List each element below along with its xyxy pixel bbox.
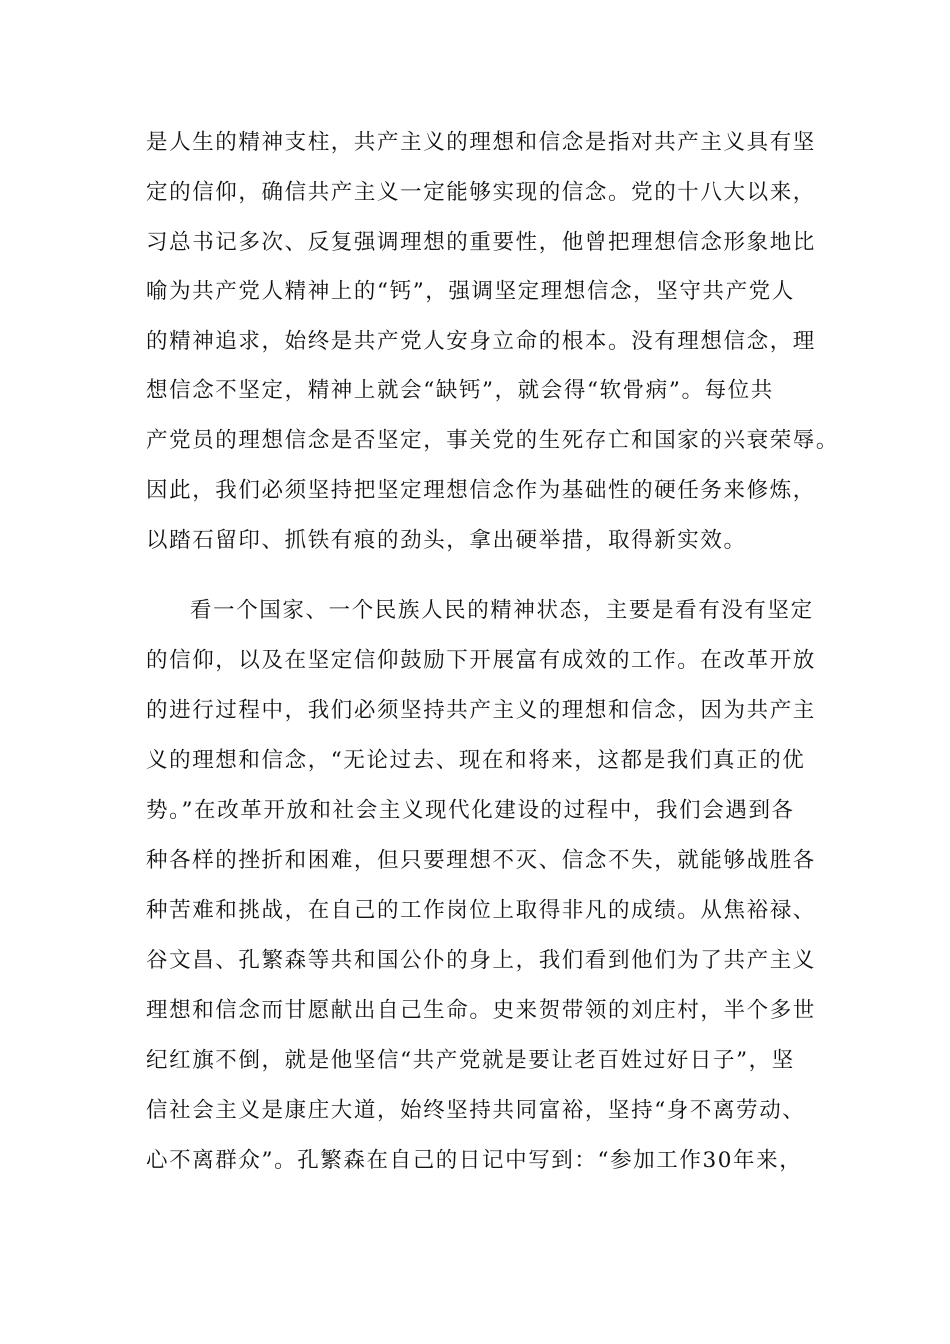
paragraph-line: 种各样的挫折和困难，但只要理想不灭、信念不失，就能够战胜各: [146, 848, 816, 873]
paragraph-line: 信社会主义是康庄大道，始终坚持共同富裕，坚持“身不离劳动、: [146, 1098, 806, 1123]
paragraph-line: 定的信仰，确信共产主义一定能够实现的信念。党的十八大以来，: [146, 180, 816, 205]
paragraph-line: 习总书记多次、反复强调理想的重要性，他曾把理想信念形象地比: [146, 230, 816, 255]
paragraph-line: 纪红旗不倒，就是他坚信“共产党就是要让老百姓过好日子”，坚: [146, 1048, 795, 1073]
paragraph-line: 势。”在改革开放和社会主义现代化建设的过程中，我们会遇到各: [146, 798, 795, 823]
paragraph-line: 谷文昌、孔繁森等共和国公仆的身上，我们看到他们为了共产主义: [146, 948, 816, 973]
paragraph-line: 喻为共产党人精神上的“钙”，强调坚定理想信念，坚守共产党人: [146, 279, 795, 304]
paragraph-line: 以踏石留印、抓铁有痕的劲头，拿出硬举措，取得新实效。: [146, 528, 747, 553]
paragraph-line: 理想和信念而甘愿献出自己生命。史来贺带领的刘庄村，半个多世: [146, 998, 816, 1023]
paragraph-line: 因此，我们必须坚持把坚定理想信念作为基础性的硬任务来修炼，: [146, 478, 816, 503]
paragraph-line: 的信仰，以及在坚定信仰鼓励下开展富有成效的工作。在改革开放: [146, 648, 816, 673]
paragraph-line: 义的理想和信念，“无论过去、现在和将来，这都是我们真正的优: [146, 748, 806, 773]
paragraph-line: 的精神追求，始终是共产党人安身立命的根本。没有理想信念，理: [146, 329, 816, 354]
paragraph-line: 产党员的理想信念是否坚定，事关党的生死存亡和国家的兴衰荣辱。: [146, 428, 840, 453]
paragraph-line: 想信念不坚定，精神上就会“缺钙”，就会得“软骨病”。每位共: [146, 378, 774, 403]
paragraph-line: 看一个国家、一个民族人民的精神状态，主要是看有没有坚定: [190, 598, 814, 623]
paragraph-line: 种苦难和挑战，在自己的工作岗位上取得非凡的成绩。从焦裕禄、: [146, 898, 816, 923]
paragraph-line: 的进行过程中，我们必须坚持共产主义的理想和信念，因为共产主: [146, 698, 816, 723]
paragraph-line: 是人生的精神支柱，共产主义的理想和信念是指对共产主义具有坚: [146, 130, 816, 155]
paragraph-line: 心不离群众”。孔繁森在自己的日记中写到：“参加工作30年来，: [146, 1148, 803, 1173]
